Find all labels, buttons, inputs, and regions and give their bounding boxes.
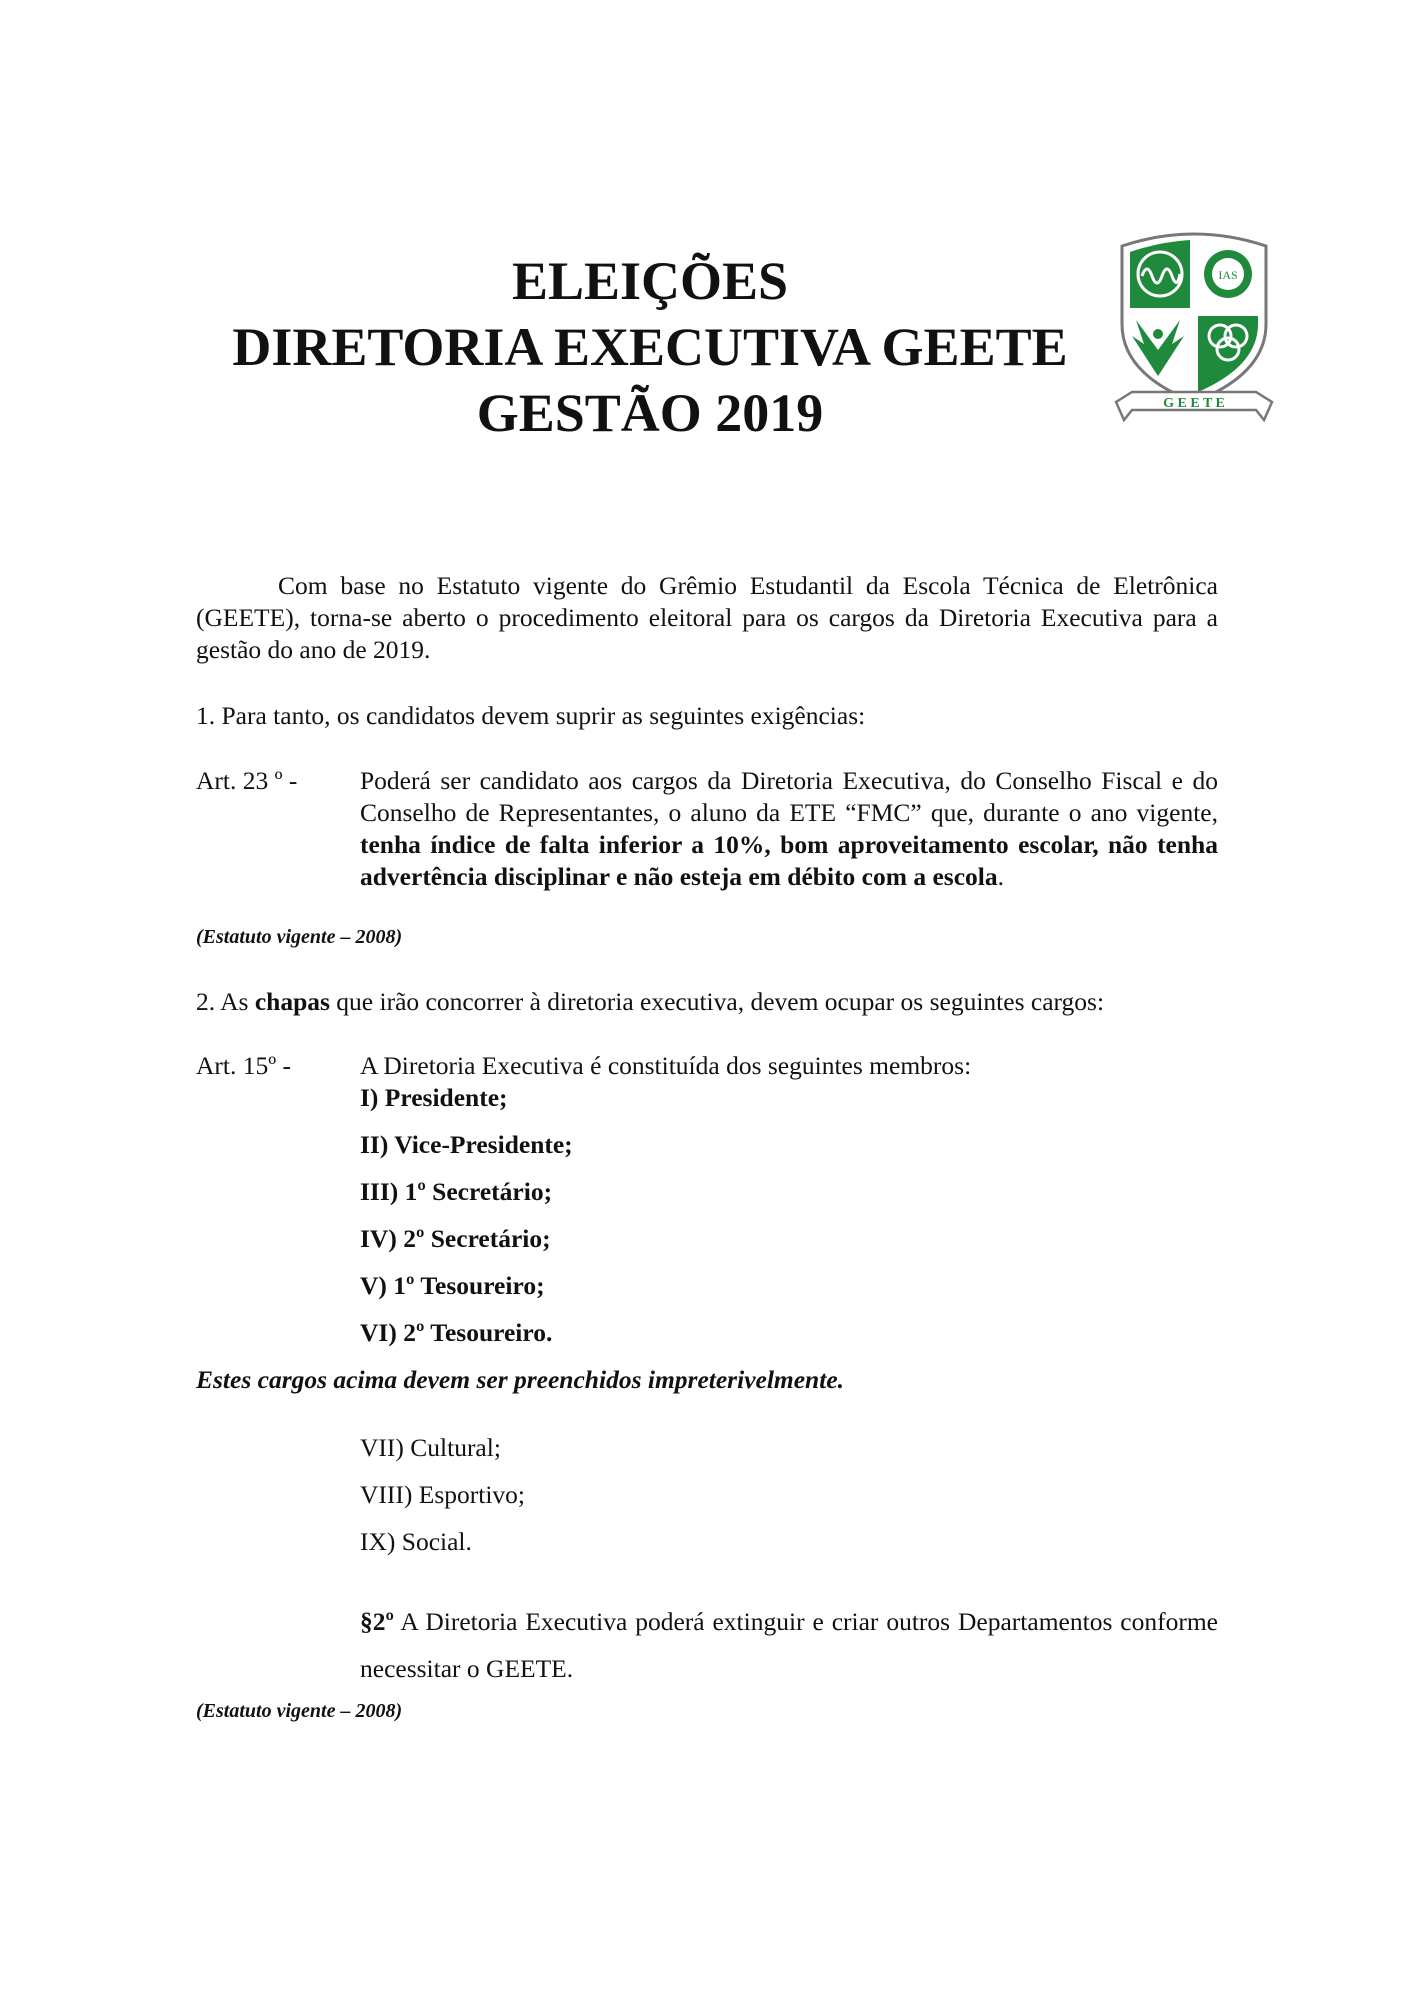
ribbon-banner <box>1116 392 1272 420</box>
art-23-text-regular: Poderá ser candidato aos cargos da Diretoria Executiva, do Conselho Fiscal e do Conselho de Representantes, o aluno da ETE “FMC” que, durante o ano vigente, <box>360 766 1218 827</box>
item-2-suffix: que irão concorrer à diretoria executiva, devem ocupar os seguintes cargos: <box>329 987 1105 1016</box>
list-item-cultural: VII) Cultural; <box>360 1433 501 1462</box>
title-line-1: ELEIÇÕES <box>511 251 789 311</box>
art-15-label: Art. 15º - <box>196 1051 292 1080</box>
intro-paragraph: Com base no Estatuto vigente do Grêmio Estudantil da Escola Técnica de Eletrônica (GEETE), torna-se aberto o procedimento eleitoral para os cargos da Diretoria Executiva para a gestão do ano de 2019. <box>196 571 1218 664</box>
list-item-vice-presidente: II) Vice-Presidente; <box>360 1130 573 1159</box>
source-citation-1: (Estatuto vigente – 2008) <box>196 926 403 948</box>
list-item-2-secretario: IV) 2º Secretário; <box>360 1224 551 1253</box>
paragraph-2-mark: §2º <box>360 1607 394 1636</box>
list-item-2-tesoureiro: VI) 2º Tesoureiro. <box>360 1318 553 1347</box>
source-citation-2: (Estatuto vigente – 2008) <box>196 1700 403 1722</box>
title-line-2: DIRETORIA EXECUTIVA GEETE <box>232 317 1068 377</box>
art-23-text-bold: tenha índice de falta inferior a 10%, bom aproveitamento escolar, não tenha advertência disciplinar e não esteja em débito com a escola <box>360 830 1218 891</box>
seal-emblem-icon <box>1204 250 1252 298</box>
logo-ribbon-text: G E E T E <box>1163 396 1225 411</box>
svg-text:IAS: IAS <box>1218 268 1238 282</box>
document-title <box>200 248 1100 446</box>
item-2 <box>196 986 1104 1018</box>
art-23-text <box>360 765 1218 893</box>
list-item-presidente: I) Presidente; <box>360 1083 508 1112</box>
required-note: Estes cargos acima devem ser preenchidos impreterivelmente. <box>196 1365 845 1394</box>
art-23-text-end: . <box>997 862 1005 891</box>
item-2-bold: chapas <box>254 987 330 1016</box>
paragraph-2-text: A Diretoria Executiva poderá extinguir e criar outros Departamentos conforme necessitar o GEETE. <box>360 1607 1218 1683</box>
item-1: 1. Para tanto, os candidatos devem suprir as seguintes exigências: <box>196 701 866 730</box>
art-23-label: Art. 23 º - <box>196 766 298 795</box>
title-line-3: GESTÃO 2019 <box>476 383 824 443</box>
paragraph-2 <box>360 1598 1218 1692</box>
art-15-intro: A Diretoria Executiva é constituída dos seguintes membros: <box>360 1051 972 1080</box>
list-item-social: IX) Social. <box>360 1527 472 1556</box>
list-item-esportivo: VIII) Esportivo; <box>360 1480 526 1509</box>
list-item-1-secretario: III) 1º Secretário; <box>360 1177 553 1206</box>
item-2-prefix: 2. As <box>196 987 255 1016</box>
geete-logo <box>1114 224 1274 430</box>
list-item-1-tesoureiro: V) 1º Tesoureiro; <box>360 1271 545 1300</box>
